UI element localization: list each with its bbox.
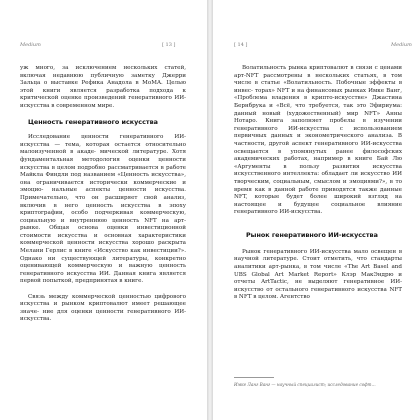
paragraph: Связь между коммерческой ценностью цифрового искусства и рынком криптовалют имеет решающее значе- ние для оценки ценности генеративного ИИ-искусства.	[20, 293, 186, 323]
page-number-left: [ 13 ]	[162, 42, 176, 48]
paragraph: Исследование ценности генеративного ИИ-искусства — тема, которая остается относительно малоизученной в акаде- мической литературе. Хотя фундаментальная методология оценки ценности искусства в целом подробно рассматривается в работе Майкла Финдли под названием «Ценность искусства», она ограничивается исторически коммерческие и эмоцио- нальные аспекты ценности искусства. Примечательно, что он расширяет свой анализ, включив в него ценность искусства в эпоху криптографии, особо подчеркивая коммерческую, социальную и внутреннюю ценность NFT на арт-рынке. Общая основа оценки инвестиционной стоимости искусства и основная характеристики коммерческой ценности искусства хорошо раскрыта Мелани Герлис в книге «Искусство как инвестиции?». Однако ни существующей литературы, конкретно оценивающей коммерческую и важную ценность генеративного искусства ИИ. Данная книга является первой попыткой, предпринятая в книге.	[20, 134, 187, 285]
left-page	[0, 0, 207, 420]
running-head-right: Medium	[391, 42, 412, 48]
right-page-body	[234, 65, 402, 302]
left-page-body	[20, 65, 186, 324]
section-heading: Ценность генеративного искусства	[28, 118, 158, 127]
section-heading: Рынок генеративного ИИ-искусства	[246, 230, 378, 239]
paragraph: Рынок генеративного ИИ-искусства мало освещен в научной литературе. Стоит отметить, что стандарты аналитики арт-рынка, в том числе «The Art Basel and UBS Global Art Market Report» Клэр МакЭндрю и отчеты ArtTactic, не выделяют генеративное ИИ-искусство от остального генеративного искусства NFT в NFT в целом. Агентство	[234, 248, 403, 301]
right-page	[213, 0, 420, 420]
paragraph: уж много, за исключением нескольких статей, включая недавнюю публичную заметку Джерри Зальца о выставке Рефика Анадола в MoMA. Целью этой книги является разработка подхода к критической оценке произведений генеративного ИИ-искусства в современном мире.	[20, 65, 186, 109]
page-number-right: [ 14 ]	[234, 42, 248, 48]
footnote-divider	[234, 377, 274, 378]
footnote: Имке Ланг Ванг — научный специалист; исследование софт…	[234, 382, 376, 387]
paragraph: Волатильность рынка криптовалют в связи с ценами арт-NFT рассмотрены в нескольких статьях, в том числе в статье «Волатильность. Побочные эффекты в инвес- торах» NFT и на финансовых рынках Имке Ванг, «Проблема владения в крипто-искусстве» Джастина Бернбрука и «Всё, что требуется, так это Эфириума: данный новый (художественный) мир NFT» Анны Нотаро. Книга заполняет пробелы в изучении генеративного ИИ-искусства с использованием первичных данных и эконометрического анализа. В частности, другой аспект генеративного ИИ-искусства освещается в упомянутых ранее философских академических работах, например в книге Бай Лю «Аргументы в пользу развития искусства искусственного интеллекта: обладает ли искусство ИИ творческим, социальным, смыслом и эмоциями?», в то время как в данной работе приводятся также данные NFT, которые будет более широкий взгляд на настоящее и будущее социальное влияние генеративного ИИ-искусства.	[234, 65, 403, 216]
running-head-left: Medium	[20, 42, 41, 48]
